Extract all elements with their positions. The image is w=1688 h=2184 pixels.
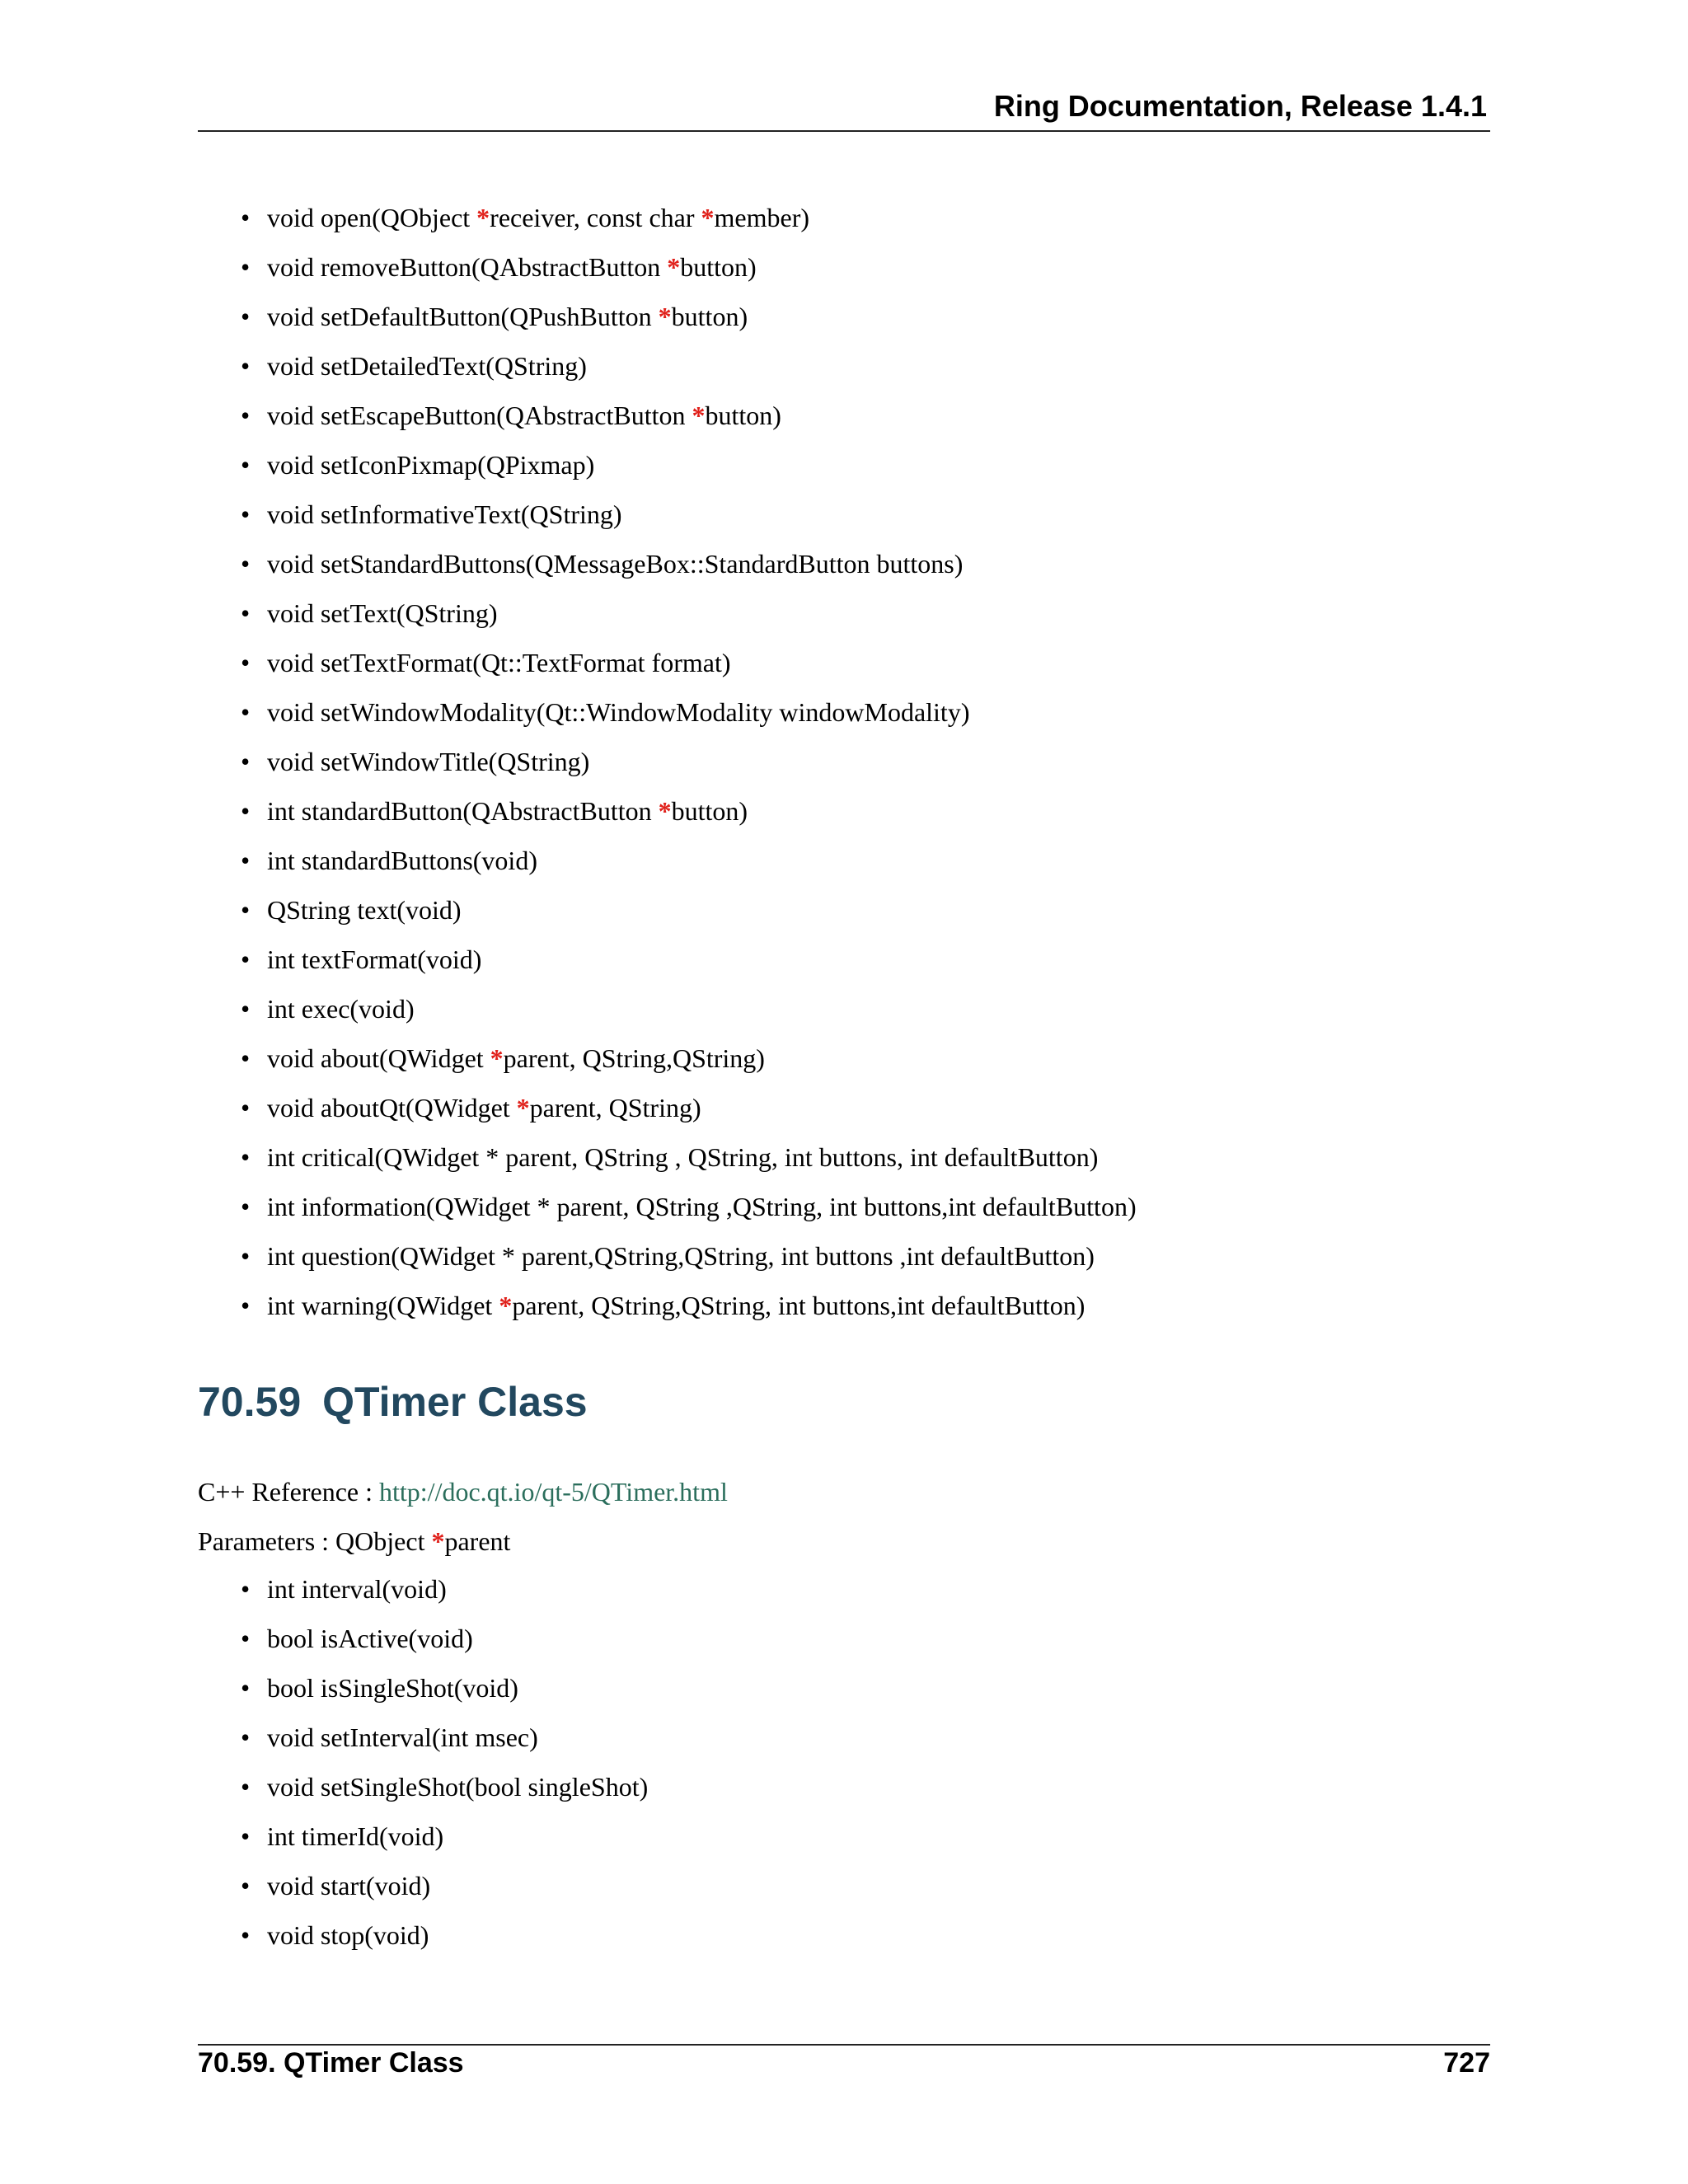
list-item [241, 440, 1137, 490]
bullet-icon: • [241, 1673, 251, 1703]
running-header: Ring Documentation, Release 1.4.1 [993, 89, 1487, 123]
method-signature-text: void aboutQt(QWidget [267, 1093, 517, 1122]
method-signature-text: void setSingleShot(bool singleShot) [267, 1772, 649, 1802]
method-signature-text: int information(QWidget * parent, QString ,QString, int buttons,int defaultButton) [267, 1192, 1137, 1221]
list-item [241, 341, 1137, 391]
bullet-icon: • [241, 895, 251, 925]
bullet-icon: • [241, 796, 251, 826]
bullet-icon: • [241, 944, 251, 974]
bullet-icon: • [241, 1043, 251, 1073]
method-signature-text: int textFormat(void) [267, 944, 482, 974]
method-signature-text: int timerId(void) [267, 1821, 444, 1851]
list-item [241, 1182, 1137, 1231]
method-signature-text: void about(QWidget [267, 1043, 490, 1073]
method-signature-text: parent, QString,QString, int buttons,int defaultButton) [512, 1291, 1085, 1320]
list-item [241, 638, 1137, 687]
bullet-icon: • [241, 598, 251, 628]
bullet-icon: • [241, 747, 251, 776]
list-item [241, 391, 1137, 440]
method-signature-text: bool isSingleShot(void) [267, 1673, 518, 1703]
method-signature-text: void start(void) [267, 1871, 431, 1900]
bullet-icon: • [241, 994, 251, 1024]
list-item [241, 193, 1137, 242]
bullet-icon: • [241, 846, 251, 875]
method-signature-text: void setInterval(int msec) [267, 1722, 538, 1752]
method-signature-text: void setWindowTitle(QString) [267, 747, 590, 776]
method-signature-text: int standardButton(QAbstractButton [267, 796, 659, 826]
method-signature-text: void removeButton(QAbstractButton [267, 252, 668, 282]
bullet-icon: • [241, 697, 251, 727]
footer-rule [198, 2044, 1490, 2046]
list-item [241, 786, 1137, 836]
pointer-star: * [476, 203, 490, 232]
bullet-icon: • [241, 401, 251, 430]
bullet-icon: • [241, 203, 251, 232]
bullet-icon: • [241, 252, 251, 282]
footer-section-title: 70.59. QTimer Class [198, 2047, 464, 2079]
method-signature-text: void setInformativeText(QString) [267, 499, 622, 529]
bullet-icon: • [241, 1093, 251, 1122]
pointer-star: * [701, 203, 715, 232]
list-item [241, 935, 1137, 984]
list-item [241, 1132, 1137, 1182]
method-signature-text: int interval(void) [267, 1574, 447, 1604]
method-signature-text: button) [671, 796, 748, 826]
bullet-icon: • [241, 1871, 251, 1900]
method-signature-text: int critical(QWidget * parent, QString , QString, int buttons, int defaultButton) [267, 1142, 1099, 1172]
bullet-icon: • [241, 1142, 251, 1172]
pointer-star: * [431, 1526, 445, 1556]
list-item [241, 687, 1137, 737]
list-item [241, 588, 1137, 638]
list-item [241, 1231, 1137, 1281]
list-item [241, 1861, 648, 1910]
pointer-star: * [490, 1043, 504, 1073]
list-item [241, 737, 1137, 786]
method-signature-text: void setWindowModality(Qt::WindowModality windowModality) [267, 697, 970, 727]
qmessagebox-methods-list [241, 193, 1137, 1330]
list-item [241, 1033, 1137, 1083]
page-number: 727 [1443, 2047, 1490, 2079]
list-item [241, 1762, 648, 1811]
pointer-star: * [667, 252, 681, 282]
method-signature-text: int question(QWidget * parent,QString,QString, int buttons ,int defaultButton) [267, 1241, 1095, 1271]
list-item [241, 1663, 648, 1713]
method-signature-text: QString text(void) [267, 895, 462, 925]
list-item [241, 1083, 1137, 1132]
method-signature-text: int standardButtons(void) [267, 846, 537, 875]
bullet-icon: • [241, 351, 251, 381]
bullet-icon: • [241, 302, 251, 331]
method-signature-text: void setStandardButtons(QMessageBox::StandardButton buttons) [267, 549, 964, 579]
list-item [241, 984, 1137, 1033]
list-item [241, 1910, 648, 1960]
bullet-icon: • [241, 549, 251, 579]
list-item [241, 1281, 1137, 1330]
list-item [241, 836, 1137, 885]
section-number: 70.59 [198, 1379, 302, 1425]
pointer-star: * [658, 302, 672, 331]
bullet-icon: • [241, 499, 251, 529]
bullet-icon: • [241, 450, 251, 480]
pointer-star: * [516, 1093, 530, 1122]
method-signature-text: receiver, const char [490, 203, 701, 232]
bullet-icon: • [241, 1920, 251, 1950]
list-item [241, 885, 1137, 935]
method-signature-text: member) [714, 203, 809, 232]
method-signature-text: void setIconPixmap(QPixmap) [267, 450, 595, 480]
parameters-label: Parameters : QObject [198, 1526, 432, 1556]
qtimer-methods-list [241, 1564, 648, 1960]
method-signature-text: button) [671, 302, 748, 331]
method-signature-text: void setDefaultButton(QPushButton [267, 302, 659, 331]
reference-link[interactable]: http://doc.qt.io/qt-5/QTimer.html [379, 1477, 728, 1507]
bullet-icon: • [241, 1574, 251, 1604]
section-title: QTimer Class [322, 1379, 588, 1425]
list-item [241, 242, 1137, 292]
method-signature-text: void setEscapeButton(QAbstractButton [267, 401, 692, 430]
list-item [241, 539, 1137, 588]
method-signature-text: void setText(QString) [267, 598, 498, 628]
section-heading [198, 1378, 588, 1426]
method-signature-text: void setDetailedText(QString) [267, 351, 587, 381]
list-item [241, 1614, 648, 1663]
parameters-name: parent [444, 1526, 511, 1556]
list-item [241, 1811, 648, 1861]
header-rule [198, 130, 1490, 132]
method-signature-text: int warning(QWidget [267, 1291, 499, 1320]
pointer-star: * [658, 796, 672, 826]
pointer-star: * [499, 1291, 513, 1320]
cpp-reference-line [198, 1467, 728, 1516]
method-signature-text: button) [705, 401, 781, 430]
list-item [241, 490, 1137, 539]
method-signature-text: void open(QObject [267, 203, 477, 232]
list-item [241, 292, 1137, 341]
list-item [241, 1564, 648, 1614]
bullet-icon: • [241, 1624, 251, 1653]
method-signature-text: void stop(void) [267, 1920, 429, 1950]
method-signature-text: bool isActive(void) [267, 1624, 473, 1653]
bullet-icon: • [241, 1722, 251, 1752]
bullet-icon: • [241, 1192, 251, 1221]
method-signature-text: int exec(void) [267, 994, 415, 1024]
parameters-line [198, 1516, 510, 1566]
method-signature-text: parent, QString,QString) [503, 1043, 765, 1073]
bullet-icon: • [241, 1821, 251, 1851]
bullet-icon: • [241, 1772, 251, 1802]
method-signature-text: button) [680, 252, 757, 282]
pointer-star: * [692, 401, 706, 430]
method-signature-text: parent, QString) [529, 1093, 701, 1122]
bullet-icon: • [241, 1291, 251, 1320]
bullet-icon: • [241, 1241, 251, 1271]
list-item [241, 1713, 648, 1762]
bullet-icon: • [241, 648, 251, 677]
reference-label: C++ Reference : [198, 1477, 379, 1507]
method-signature-text: void setTextFormat(Qt::TextFormat format) [267, 648, 731, 677]
